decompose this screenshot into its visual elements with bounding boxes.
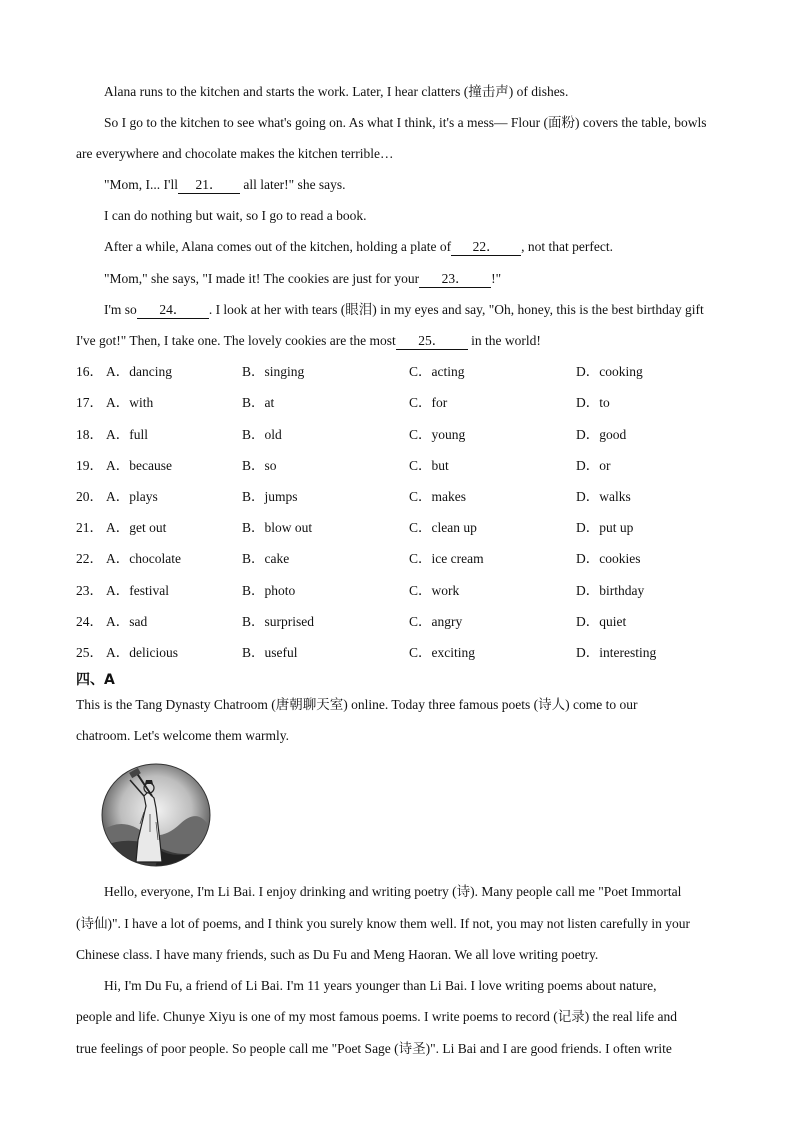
dufu-line: true feelings of poor people. So people call me "Poet Sage (诗圣)". Li Bai and I are good friends. I often write	[76, 1041, 672, 1056]
text-span: all later!" she says.	[239, 177, 346, 192]
option-a: A．full	[106, 427, 148, 442]
option-d: D．quiet	[576, 614, 627, 629]
option-a: A．plays	[106, 489, 158, 504]
option-c: C．work	[409, 583, 460, 598]
passage-line	[76, 331, 748, 351]
text-span: . I look at her with tears (眼泪) in my eyes and say, "Oh, honey, this is the best birthday gift	[208, 302, 704, 317]
text-span: in the world!	[467, 333, 541, 348]
option-b: B．blow out	[242, 520, 313, 535]
options-row	[76, 643, 748, 663]
options-row	[76, 393, 748, 413]
passage-line	[104, 269, 748, 289]
option-a: A．dancing	[106, 364, 172, 379]
passage-line	[104, 300, 748, 320]
option-a: A．chocolate	[106, 551, 181, 566]
passage-line: So I go to the kitchen to see what's going on. As what I think, it's a mess— Flour (面粉) covers the table, bowls	[104, 115, 707, 130]
option-d: D．walks	[576, 489, 631, 504]
question-number: 18．	[76, 427, 103, 442]
option-d: D．cookies	[576, 551, 641, 566]
option-b: B．surprised	[242, 614, 314, 629]
blank-21: 21．	[178, 176, 240, 194]
options-row	[76, 362, 748, 382]
passage-line	[104, 175, 748, 195]
question-number: 17．	[76, 395, 103, 410]
option-a: A．festival	[106, 583, 169, 598]
intro-line: This is the Tang Dynasty Chatroom (唐朝聊天室) online. Today three famous poets (诗人) come to our	[76, 697, 638, 712]
blank-25: 25．	[396, 332, 468, 350]
options-row	[76, 549, 748, 569]
text-span: "Mom, I... I'll	[104, 177, 178, 192]
option-d: D．good	[576, 427, 627, 442]
option-c: C．clean up	[409, 520, 477, 535]
dufu-line: people and life. Chunye Xiyu is one of my most famous poems. I write poems to record (记录) the real life and	[76, 1009, 677, 1024]
option-d: D．interesting	[576, 645, 657, 660]
intro-line: chatroom. Let's welcome them warmly.	[76, 728, 289, 743]
option-d: D．put up	[576, 520, 634, 535]
option-a: A．sad	[106, 614, 148, 629]
passage-line: are everywhere and chocolate makes the kitchen terrible…	[76, 146, 394, 161]
option-a: A．with	[106, 395, 154, 410]
option-d: D．or	[576, 458, 611, 473]
option-b: B．old	[242, 427, 282, 442]
blank-23: 23．	[419, 270, 491, 288]
blank-24: 24．	[137, 301, 209, 319]
text-span: After a while, Alana comes out of the kitchen, holding a plate of	[104, 239, 452, 254]
option-c: C．for	[409, 395, 448, 410]
question-number: 24．	[76, 614, 103, 629]
passage-line	[104, 237, 748, 257]
option-d: D．to	[576, 395, 610, 410]
option-c: C．ice cream	[409, 551, 484, 566]
option-d: D．cooking	[576, 364, 643, 379]
text-span: I'm so	[104, 302, 137, 317]
question-number: 19．	[76, 458, 103, 473]
option-b: B．useful	[242, 645, 298, 660]
text-span: !"	[491, 271, 502, 286]
passage-line: I can do nothing but wait, so I go to read a book.	[104, 208, 367, 223]
option-b: B．photo	[242, 583, 296, 598]
option-c: C．young	[409, 427, 466, 442]
question-number: 22．	[76, 551, 103, 566]
libai-line: Chinese class. I have many friends, such as Du Fu and Meng Haoran. We all love writing poetry.	[76, 947, 599, 962]
options-row	[76, 425, 748, 445]
option-b: B．so	[242, 458, 277, 473]
option-a: A．delicious	[106, 645, 178, 660]
libai-line: (诗仙)". I have a lot of poems, and I think you surely know them well. If not, you may not listen carefully in your	[76, 916, 691, 931]
options-row	[76, 518, 748, 538]
options-row	[76, 581, 748, 601]
option-a: A．because	[106, 458, 172, 473]
question-number: 16．	[76, 364, 103, 379]
option-c: C．but	[409, 458, 449, 473]
blank-22: 22．	[451, 238, 521, 256]
question-number: 21．	[76, 520, 103, 535]
poet-portrait-icon	[100, 762, 212, 868]
option-c: C．angry	[409, 614, 463, 629]
text-span: I've got!" Then, I take one. The lovely cookies are the most	[76, 333, 396, 348]
option-b: B．jumps	[242, 489, 298, 504]
passage-line: Alana runs to the kitchen and starts the work. Later, I hear clatters (撞击声) of dishes.	[104, 84, 569, 99]
option-c: C．acting	[409, 364, 465, 379]
text-span: , not that perfect.	[521, 239, 613, 254]
option-c: C．exciting	[409, 645, 475, 660]
question-number: 25．	[76, 645, 103, 660]
option-b: B．singing	[242, 364, 305, 379]
option-c: C．makes	[409, 489, 466, 504]
option-d: D．birthday	[576, 583, 645, 598]
question-number: 23．	[76, 583, 103, 598]
option-b: B．at	[242, 395, 275, 410]
dufu-line: Hi, I'm Du Fu, a friend of Li Bai. I'm 11 years younger than Li Bai. I love writing poems about nature,	[104, 978, 657, 993]
option-a: A．get out	[106, 520, 167, 535]
options-row	[76, 612, 748, 632]
question-number: 20．	[76, 489, 103, 504]
section-heading: 四、A	[76, 672, 115, 688]
options-row	[76, 456, 748, 476]
option-b: B．cake	[242, 551, 290, 566]
text-span: "Mom," she says, "I made it! The cookies are just for your	[104, 271, 420, 286]
options-row	[76, 487, 748, 507]
libai-line: Hello, everyone, I'm Li Bai. I enjoy drinking and writing poetry (诗). Many people call me "Poet Immortal	[104, 884, 682, 899]
